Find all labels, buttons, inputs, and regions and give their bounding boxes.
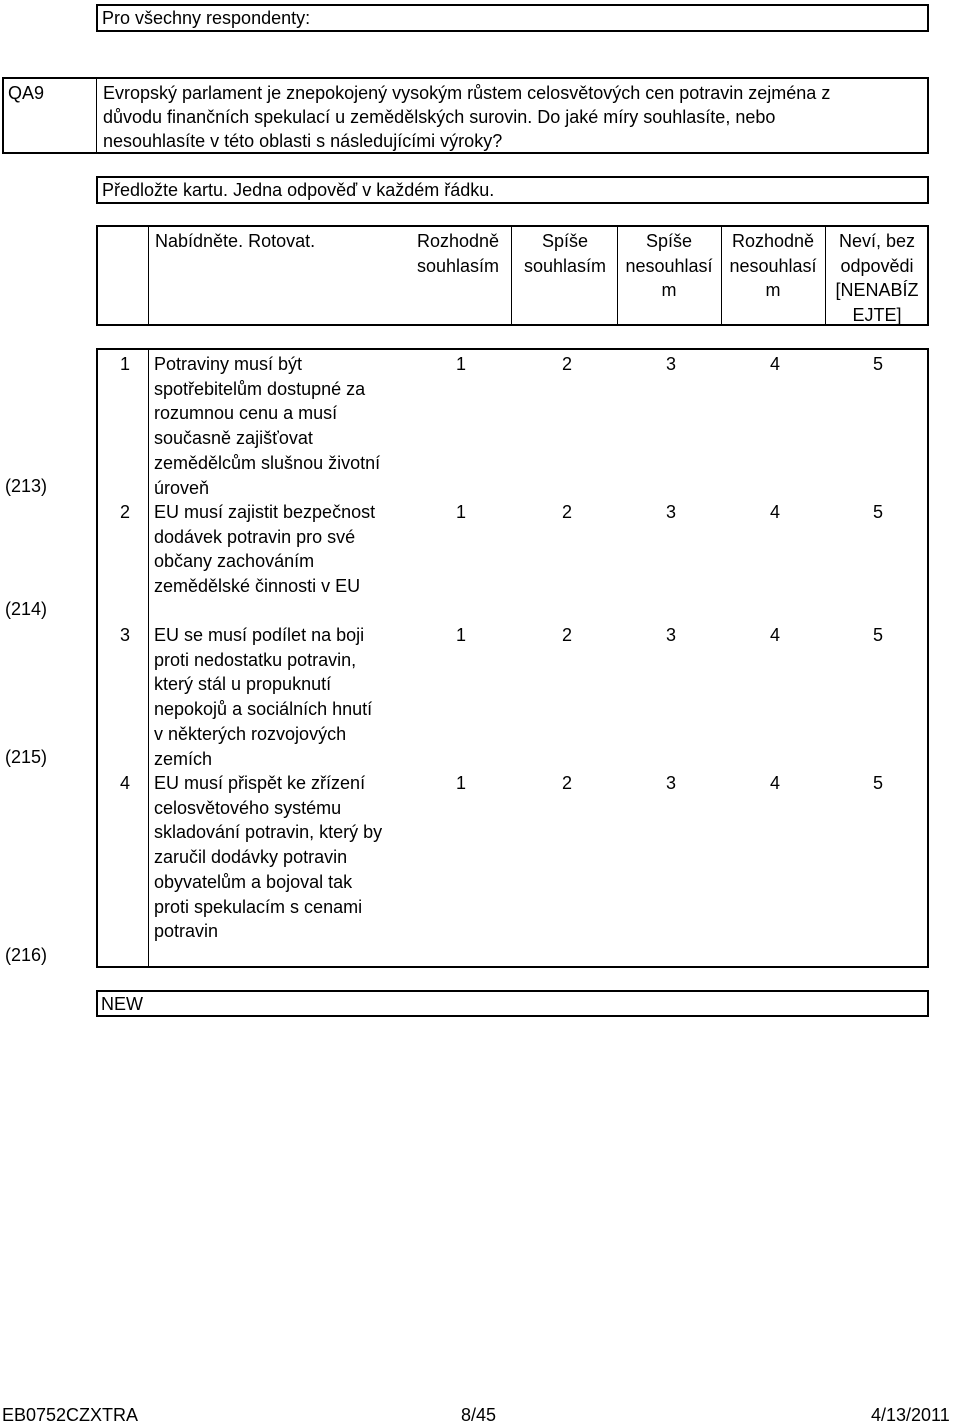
- answer-option-5[interactable]: 5: [872, 773, 883, 793]
- scale-header-box: [96, 225, 929, 326]
- item-statement: EU musí zajistit bezpečnost dodávek potravin pro své občany zachováním zemědělské činnosti v EU: [154, 502, 376, 597]
- answer-option-1[interactable]: 1: [455, 625, 466, 645]
- instruction-box: [96, 176, 929, 204]
- footer-date: 4/13/2011: [871, 1405, 950, 1425]
- answer-option-3[interactable]: 3: [665, 773, 676, 793]
- header-col-divider: [511, 227, 512, 324]
- header-divider: [148, 227, 149, 324]
- item-number: 4: [120, 773, 131, 793]
- item-code: (216): [5, 945, 48, 965]
- new-box: [96, 990, 929, 1017]
- scale-column-disagree: Spíše nesouhlasí m: [625, 231, 713, 301]
- answer-option-5[interactable]: 5: [872, 625, 883, 645]
- answer-option-5[interactable]: 5: [872, 502, 883, 522]
- question-text-line: nesouhlasíte v této oblasti s následujícími výroky?: [103, 131, 503, 151]
- header-col-divider: [617, 227, 618, 324]
- items-divider: [148, 350, 149, 966]
- audience-box: [96, 4, 929, 32]
- scale-column-strongly-disagree: Rozhodně nesouhlasí m: [729, 231, 817, 301]
- header-col-divider: [721, 227, 722, 324]
- item-code: (213): [5, 476, 48, 496]
- answer-option-3[interactable]: 3: [665, 502, 676, 522]
- footer-page-number: 8/45: [461, 1405, 497, 1425]
- scale-column-dont-know: Neví, bez odpovědi [NENABÍZ EJTE]: [835, 231, 919, 326]
- question-text-line: důvodu finančních spekulací u zemědělských surovin. Do jaké míry souhlasíte, nebo: [103, 107, 776, 127]
- answer-option-2[interactable]: 2: [561, 773, 572, 793]
- answer-option-2[interactable]: 2: [561, 502, 572, 522]
- answer-option-1[interactable]: 1: [455, 502, 466, 522]
- question-box: [2, 77, 929, 154]
- audience-label: Pro všechny respondenty:: [102, 8, 311, 28]
- rotate-instruction: Nabídněte. Rotovat.: [155, 231, 316, 251]
- item-code: (214): [5, 599, 48, 619]
- answer-option-4[interactable]: 4: [769, 502, 780, 522]
- item-statement: EU musí přispět ke zřízení celosvětového systému skladování potravin, který by zaručil dodávky potravin obyvatelům a bojoval tak proti spekulacím s cenami potravin: [154, 773, 383, 942]
- answer-option-5[interactable]: 5: [872, 354, 883, 374]
- answer-option-4[interactable]: 4: [769, 354, 780, 374]
- new-label: NEW: [101, 994, 143, 1014]
- item-number: 3: [120, 625, 131, 645]
- scale-column-agree: Spíše souhlasím: [523, 231, 607, 276]
- question-code: QA9: [8, 83, 45, 103]
- scale-column-strongly-agree: Rozhodně souhlasím: [416, 231, 500, 276]
- answer-option-2[interactable]: 2: [561, 625, 572, 645]
- question-text-line: Evropský parlament je znepokojený vysokým růstem celosvětových cen potravin zejména z: [103, 83, 831, 103]
- item-number: 1: [120, 354, 131, 374]
- answer-option-1[interactable]: 1: [455, 773, 466, 793]
- instruction-text: Předložte kartu. Jedna odpověď v každém řádku.: [102, 180, 495, 200]
- item-statement: EU se musí podílet na boji proti nedostatku potravin, který stál u propuknutí nepokojů a sociálních hnutí v některých rozvojových zemích: [154, 625, 373, 769]
- answer-option-1[interactable]: 1: [455, 354, 466, 374]
- answer-option-4[interactable]: 4: [769, 625, 780, 645]
- item-number: 2: [120, 502, 131, 522]
- answer-option-2[interactable]: 2: [561, 354, 572, 374]
- answer-option-4[interactable]: 4: [769, 773, 780, 793]
- answer-option-3[interactable]: 3: [665, 354, 676, 374]
- item-statement: Potraviny musí být spotřebitelům dostupné za rozumnou cenu a musí současně zajišťovat zemědělcům slušnou životní úroveň: [154, 354, 381, 498]
- items-table: [96, 348, 929, 968]
- question-divider: [96, 79, 97, 152]
- footer-doc-id: EB0752CZXTRA: [2, 1405, 139, 1425]
- answer-option-3[interactable]: 3: [665, 625, 676, 645]
- item-code: (215): [5, 747, 48, 767]
